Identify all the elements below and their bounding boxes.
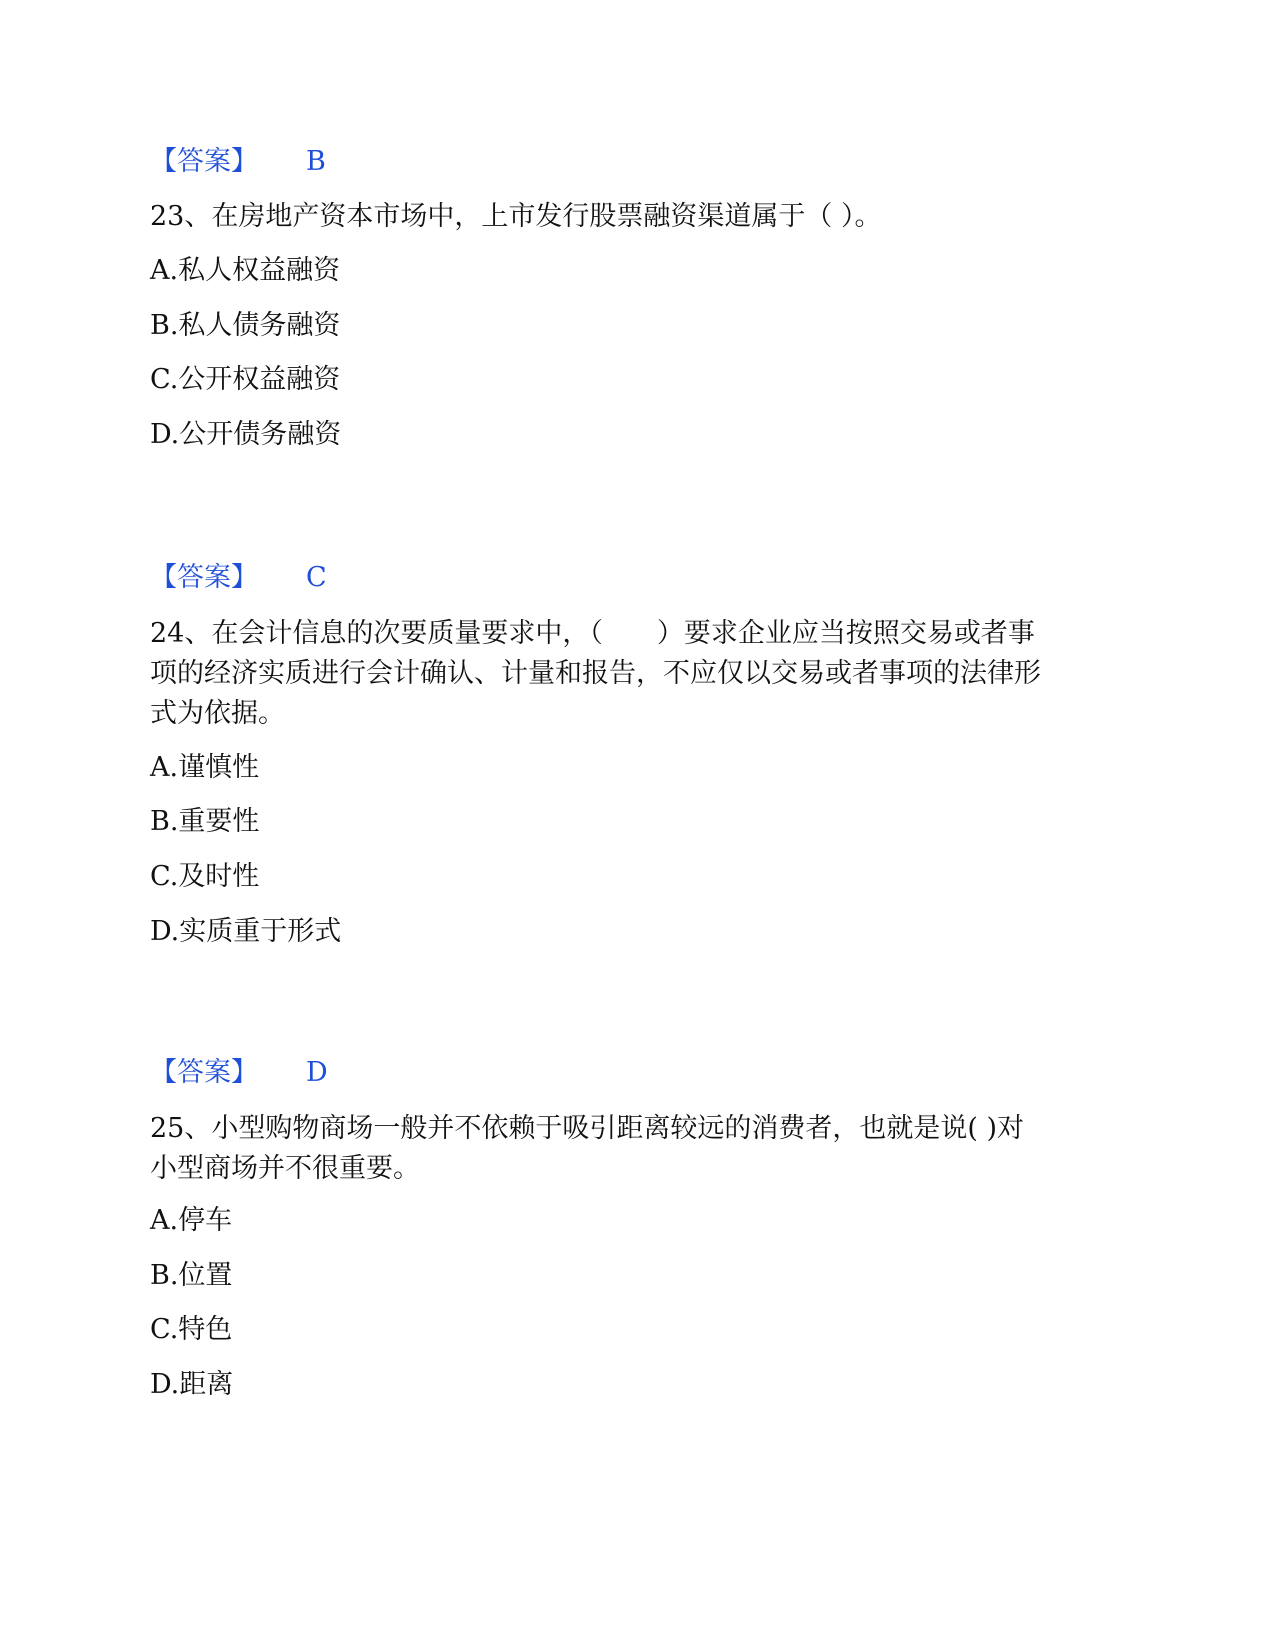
option-c: C.公开权益融资 bbox=[150, 364, 341, 395]
option-d: D.公开债务融资 bbox=[150, 419, 342, 450]
question-stem: 25、小型购物商场一般并不依赖于吸引距离较远的消费者，也就是说( )对 bbox=[150, 1113, 1025, 1144]
option-b: B.重要性 bbox=[150, 806, 260, 837]
question-stem: 23、在房地产资本市场中，上市发行股票融资渠道属于（ ）。 bbox=[150, 201, 882, 232]
question-stem: 24、在会计信息的次要质量要求中，（ ）要求企业应当按照交易或者事 bbox=[150, 618, 1035, 649]
option-a: A.私人权益融资 bbox=[150, 255, 341, 286]
answer-row bbox=[150, 142, 1130, 182]
option-c: C.特色 bbox=[150, 1314, 233, 1345]
option-b: B.私人债务融资 bbox=[150, 310, 341, 341]
option-c: C.及时性 bbox=[150, 861, 260, 892]
option-d: D.距离 bbox=[150, 1369, 234, 1400]
answer-value: B bbox=[306, 146, 326, 177]
answer-label: 【答案】 bbox=[150, 562, 258, 593]
question-stem: 式为依据。 bbox=[150, 698, 285, 729]
answer-value: D bbox=[306, 1057, 328, 1088]
answer-label: 【答案】 bbox=[150, 146, 258, 177]
answer-row bbox=[150, 558, 1130, 598]
option-a: A.谨慎性 bbox=[150, 752, 260, 783]
option-d: D.实质重于形式 bbox=[150, 916, 342, 947]
question-24 bbox=[150, 614, 1130, 954]
answer-row bbox=[150, 1053, 1130, 1093]
option-a: A.停车 bbox=[150, 1205, 233, 1236]
question-23 bbox=[150, 197, 1130, 457]
question-stem: 小型商场并不很重要。 bbox=[150, 1153, 420, 1184]
answer-value: C bbox=[306, 562, 327, 593]
option-b: B.位置 bbox=[150, 1260, 233, 1291]
answer-label: 【答案】 bbox=[150, 1057, 258, 1088]
question-stem: 项的经济实质进行会计确认、计量和报告，不应仅以交易或者事项的法律形 bbox=[150, 658, 1041, 689]
question-25 bbox=[150, 1109, 1130, 1409]
